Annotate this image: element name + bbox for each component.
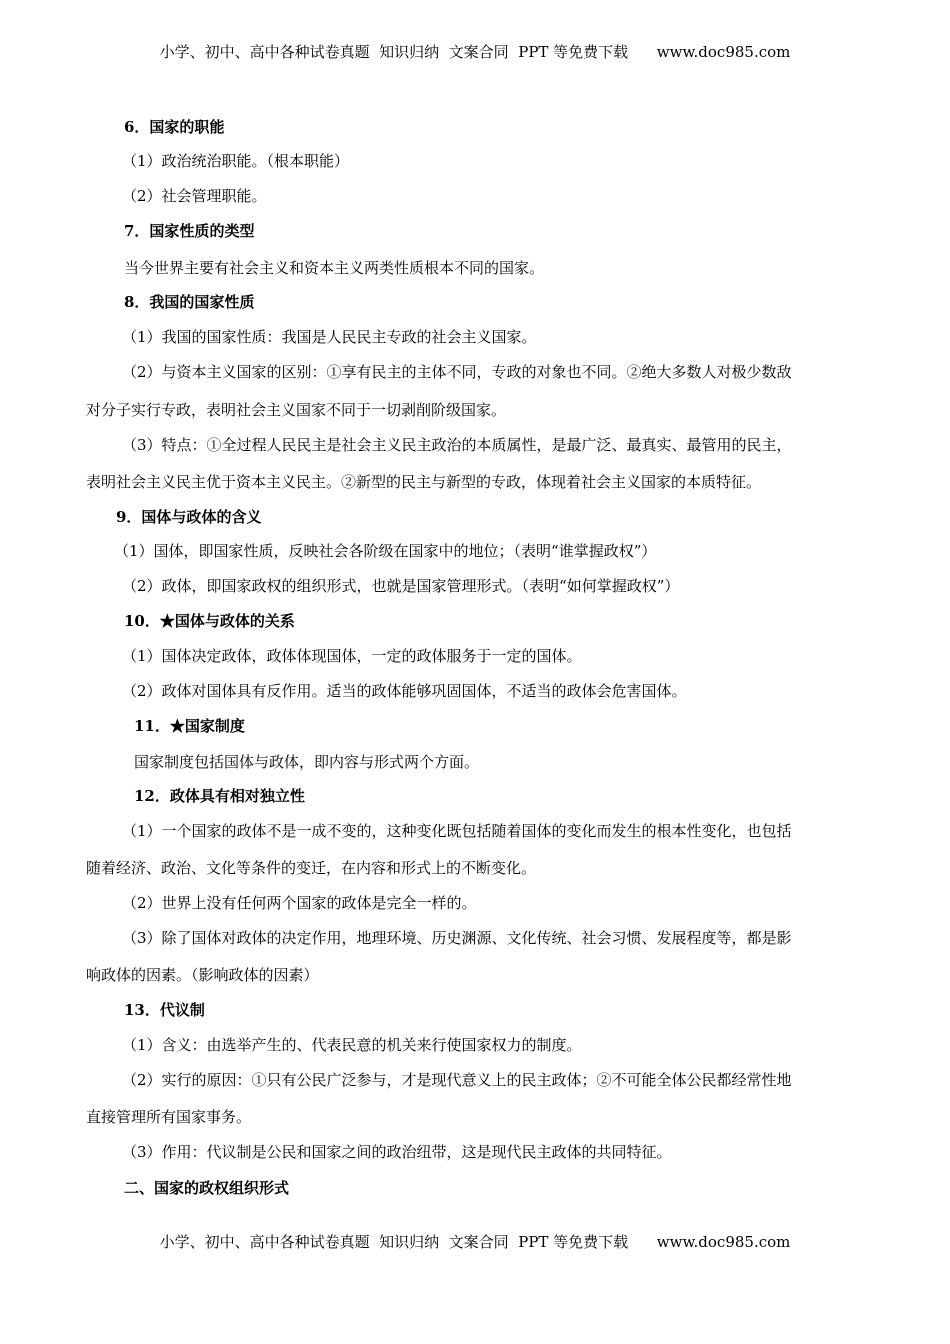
section-heading: 13．代议制 <box>124 1001 205 1019</box>
page-footer: 小学、初中、高中各种试卷真题 知识归纳 文案合同 PPT 等免费下载 www.doc985.com <box>159 1233 791 1251</box>
paragraph-line: 表明社会主义民主优于资本主义民主。②新型的民主与新型的专政，体现着社会主义国家的本质特征。 <box>86 473 762 491</box>
section-heading: 9．国体与政体的含义 <box>116 508 262 526</box>
paragraph-line: 响政体的因素。（影响政体的因素） <box>86 966 319 984</box>
section-heading: 二、国家的政权组织形式 <box>124 1179 290 1197</box>
paragraph-line: （2）实行的原因：①只有公民广泛参与，才是现代意义上的民主政体；②不可能全体公民都经常性地 <box>122 1071 792 1089</box>
section-heading: 10．★国体与政体的关系 <box>124 612 295 630</box>
paragraph-line: （1）政治统治职能。（根本职能） <box>122 152 350 170</box>
paragraph-line: （3）特点：①全过程人民民主是社会主义民主政治的本质属性，是最广泛、最真实、最管用的民主， <box>122 436 792 454</box>
paragraph-line: （2）政体对国体具有反作用。适当的政体能够巩固国体，不适当的政体会危害国体。 <box>122 682 687 700</box>
section-heading: 8．我国的国家性质 <box>124 293 255 311</box>
paragraph-line: （2）社会管理职能。 <box>122 187 267 205</box>
section-heading: 12．政体具有相对独立性 <box>134 787 305 805</box>
section-heading: 11．★国家制度 <box>134 717 245 735</box>
paragraph-line: 国家制度包括国体与政体，即内容与形式两个方面。 <box>134 753 480 771</box>
paragraph-line: （1）国体决定政体，政体体现国体，一定的政体服务于一定的国体。 <box>122 647 582 665</box>
paragraph-line: （1）我国的国家性质：我国是人民民主专政的社会主义国家。 <box>122 328 537 346</box>
paragraph-line: （3）作用：代议制是公民和国家之间的政治纽带，这是现代民主政体的共同特征。 <box>122 1143 672 1161</box>
paragraph-line: （1）含义：由选举产生的、代表民意的机关来行使国家权力的制度。 <box>122 1036 582 1054</box>
paragraph-line: （1）国体，即国家性质，反映社会各阶级在国家中的地位；（表明“谁掌握政权”） <box>114 542 657 560</box>
page-header: 小学、初中、高中各种试卷真题 知识归纳 文案合同 PPT 等免费下载 www.doc985.com <box>159 43 791 61</box>
section-heading: 6．国家的职能 <box>124 118 225 136</box>
paragraph-line: 对分子实行专政，表明社会主义国家不同于一切剥削阶级国家。 <box>86 401 507 419</box>
section-heading: 7．国家性质的类型 <box>124 222 255 240</box>
paragraph-line: （2）世界上没有任何两个国家的政体是完全一样的。 <box>122 894 477 912</box>
paragraph-line: （2）政体，即国家政权的组织形式，也就是国家管理形式。（表明“如何掌握政权”） <box>122 577 680 595</box>
paragraph-line: 当今世界主要有社会主义和资本主义两类性质根本不同的国家。 <box>124 259 545 277</box>
paragraph-line: （3）除了国体对政体的决定作用，地理环境、历史渊源、文化传统、社会习惯、发展程度等，都是影 <box>122 929 792 947</box>
paragraph-line: （1）一个国家的政体不是一成不变的，这种变化既包括随着国体的变化而发生的根本性变化，也包括 <box>122 822 792 840</box>
paragraph-line: （2）与资本主义国家的区别：①享有民主的主体不同，专政的对象也不同。②绝大多数人对极少数敌 <box>122 363 792 381</box>
paragraph-line: 随着经济、政治、文化等条件的变迁，在内容和形式上的不断变化。 <box>86 859 537 877</box>
paragraph-line: 直接管理所有国家事务。 <box>86 1108 252 1126</box>
